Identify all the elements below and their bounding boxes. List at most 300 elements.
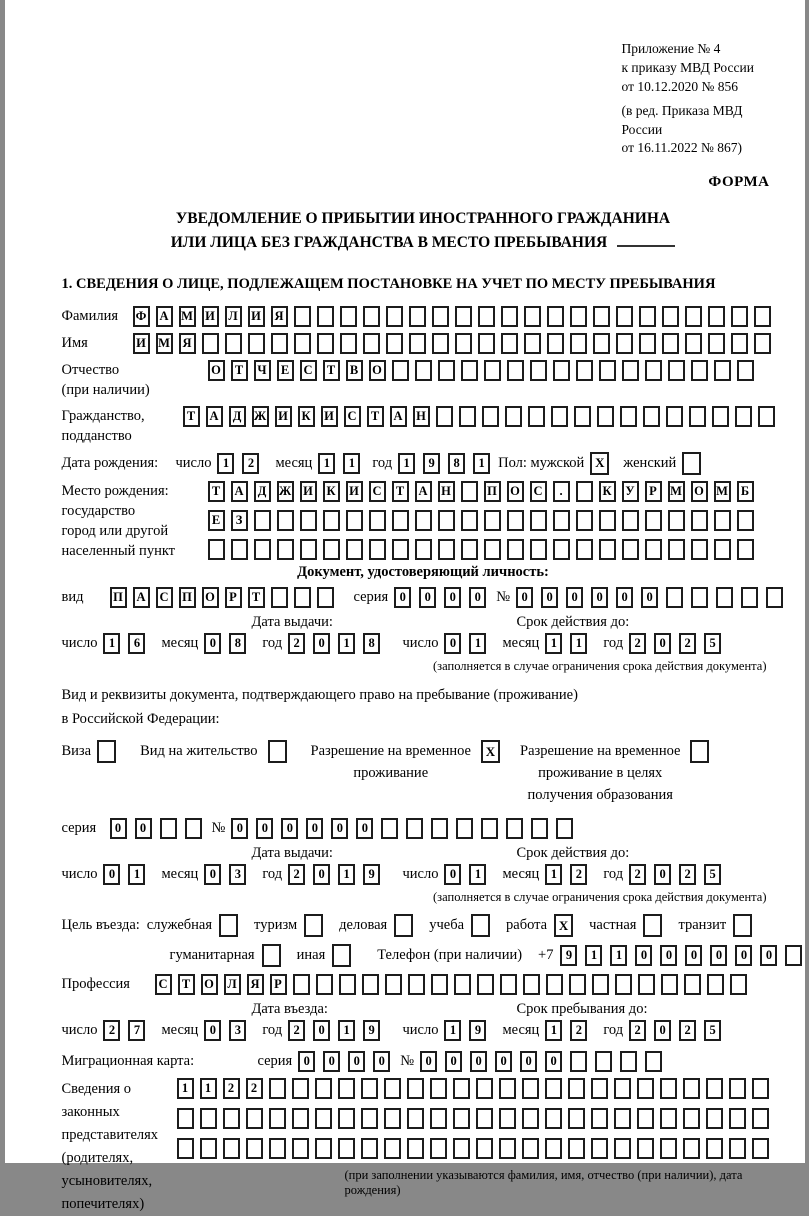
char-cell[interactable]: А: [390, 406, 407, 427]
char-cell[interactable]: 0: [735, 945, 752, 966]
char-cell[interactable]: [576, 539, 593, 560]
char-cell[interactable]: [363, 306, 380, 327]
char-cell[interactable]: [409, 333, 426, 354]
char-cell[interactable]: [553, 539, 570, 560]
char-cell[interactable]: [752, 1078, 769, 1099]
char-cell[interactable]: [499, 1108, 516, 1129]
char-cell[interactable]: [731, 333, 748, 354]
char-cell[interactable]: Ж: [277, 481, 294, 502]
char-cell[interactable]: [614, 1078, 631, 1099]
char-cell[interactable]: [254, 510, 271, 531]
char-cell[interactable]: О: [201, 974, 218, 995]
char-cell[interactable]: 0: [394, 587, 411, 608]
char-cell[interactable]: 2: [242, 453, 259, 474]
char-cell[interactable]: [477, 974, 494, 995]
char-cell[interactable]: [384, 1138, 401, 1159]
char-cell[interactable]: 1: [103, 633, 120, 654]
char-cell[interactable]: [570, 306, 587, 327]
char-cell[interactable]: [409, 306, 426, 327]
profession-input[interactable]: [155, 974, 753, 995]
char-cell[interactable]: 0: [348, 1051, 365, 1072]
char-cell[interactable]: [430, 1108, 447, 1129]
char-cell[interactable]: Ф: [133, 306, 150, 327]
char-cell[interactable]: И: [346, 481, 363, 502]
char-cell[interactable]: Т: [178, 974, 195, 995]
char-cell[interactable]: [752, 1138, 769, 1159]
char-cell[interactable]: [294, 333, 311, 354]
char-cell[interactable]: [407, 1078, 424, 1099]
char-cell[interactable]: [315, 1078, 332, 1099]
char-cell[interactable]: 2: [288, 1020, 305, 1041]
char-cell[interactable]: [668, 510, 685, 531]
char-cell[interactable]: [339, 974, 356, 995]
char-cell[interactable]: [714, 539, 731, 560]
char-cell[interactable]: [385, 974, 402, 995]
char-cell[interactable]: [277, 539, 294, 560]
char-cell[interactable]: А: [156, 306, 173, 327]
char-cell[interactable]: [317, 306, 334, 327]
char-cell[interactable]: [254, 539, 271, 560]
migration-number-input[interactable]: [420, 1051, 670, 1072]
phone-input[interactable]: [560, 945, 809, 966]
char-cell[interactable]: [300, 539, 317, 560]
char-cell[interactable]: 1: [177, 1078, 194, 1099]
char-cell[interactable]: Р: [225, 587, 242, 608]
char-cell[interactable]: [248, 333, 265, 354]
char-cell[interactable]: [645, 539, 662, 560]
residence-issue-month-input[interactable]: [204, 864, 254, 885]
char-cell[interactable]: 0: [231, 818, 248, 839]
char-cell[interactable]: С: [300, 360, 317, 381]
char-cell[interactable]: [455, 333, 472, 354]
char-cell[interactable]: [202, 333, 219, 354]
char-cell[interactable]: [615, 974, 632, 995]
char-cell[interactable]: [758, 406, 775, 427]
char-cell[interactable]: [177, 1108, 194, 1129]
char-cell[interactable]: [691, 539, 708, 560]
char-cell[interactable]: [522, 1078, 539, 1099]
char-cell[interactable]: И: [248, 306, 265, 327]
char-cell[interactable]: 0: [635, 945, 652, 966]
char-cell[interactable]: 0: [654, 633, 671, 654]
char-cell[interactable]: [683, 1108, 700, 1129]
char-cell[interactable]: [691, 587, 708, 608]
char-cell[interactable]: [432, 306, 449, 327]
char-cell[interactable]: [545, 1108, 562, 1129]
char-cell[interactable]: [668, 360, 685, 381]
char-cell[interactable]: [735, 406, 752, 427]
char-cell[interactable]: [392, 360, 409, 381]
char-cell[interactable]: 9: [469, 1020, 486, 1041]
char-cell[interactable]: [530, 539, 547, 560]
char-cell[interactable]: [315, 1108, 332, 1129]
char-cell[interactable]: 0: [420, 1051, 437, 1072]
char-cell[interactable]: Р: [645, 481, 662, 502]
representatives-row1-input[interactable]: [177, 1078, 785, 1099]
char-cell[interactable]: [660, 1078, 677, 1099]
char-cell[interactable]: 9: [363, 864, 380, 885]
char-cell[interactable]: Ж: [252, 406, 269, 427]
char-cell[interactable]: [431, 974, 448, 995]
stay-month-input[interactable]: [545, 1020, 595, 1041]
residence-issue-day-input[interactable]: [103, 864, 153, 885]
char-cell[interactable]: [478, 333, 495, 354]
char-cell[interactable]: [592, 974, 609, 995]
char-cell[interactable]: 1: [545, 633, 562, 654]
citizenship-input[interactable]: [183, 406, 781, 427]
char-cell[interactable]: 2: [629, 864, 646, 885]
char-cell[interactable]: [507, 360, 524, 381]
char-cell[interactable]: [476, 1108, 493, 1129]
char-cell[interactable]: [455, 306, 472, 327]
char-cell[interactable]: О: [208, 360, 225, 381]
char-cell[interactable]: 0: [545, 1051, 562, 1072]
char-cell[interactable]: [576, 360, 593, 381]
char-cell[interactable]: [271, 587, 288, 608]
char-cell[interactable]: 1: [545, 1020, 562, 1041]
char-cell[interactable]: 2: [570, 864, 587, 885]
char-cell[interactable]: [456, 818, 473, 839]
char-cell[interactable]: [386, 306, 403, 327]
char-cell[interactable]: [729, 1108, 746, 1129]
char-cell[interactable]: С: [530, 481, 547, 502]
char-cell[interactable]: [524, 333, 541, 354]
residence-valid-day-input[interactable]: [444, 864, 494, 885]
char-cell[interactable]: Т: [392, 481, 409, 502]
char-cell[interactable]: 1: [343, 453, 360, 474]
char-cell[interactable]: [438, 539, 455, 560]
char-cell[interactable]: [269, 1138, 286, 1159]
char-cell[interactable]: [643, 406, 660, 427]
char-cell[interactable]: [660, 1108, 677, 1129]
char-cell[interactable]: [574, 406, 591, 427]
char-cell[interactable]: 1: [338, 633, 355, 654]
char-cell[interactable]: [430, 1078, 447, 1099]
char-cell[interactable]: 0: [256, 818, 273, 839]
purpose-tourism-checkbox[interactable]: [304, 914, 323, 937]
char-cell[interactable]: 9: [560, 945, 577, 966]
char-cell[interactable]: [438, 360, 455, 381]
char-cell[interactable]: [501, 306, 518, 327]
char-cell[interactable]: [523, 974, 540, 995]
purpose-humanitarian-checkbox[interactable]: [262, 944, 281, 967]
char-cell[interactable]: [568, 1078, 585, 1099]
char-cell[interactable]: 9: [363, 1020, 380, 1041]
char-cell[interactable]: [408, 974, 425, 995]
char-cell[interactable]: [208, 539, 225, 560]
char-cell[interactable]: [381, 818, 398, 839]
char-cell[interactable]: К: [298, 406, 315, 427]
char-cell[interactable]: [407, 1138, 424, 1159]
char-cell[interactable]: [415, 360, 432, 381]
char-cell[interactable]: [547, 306, 564, 327]
char-cell[interactable]: 0: [495, 1051, 512, 1072]
char-cell[interactable]: 2: [679, 864, 696, 885]
char-cell[interactable]: [338, 1078, 355, 1099]
char-cell[interactable]: [499, 1138, 516, 1159]
purpose-study-checkbox[interactable]: [471, 914, 490, 937]
char-cell[interactable]: В: [346, 360, 363, 381]
gender-male-checkbox[interactable]: X: [590, 452, 609, 475]
char-cell[interactable]: 6: [128, 633, 145, 654]
char-cell[interactable]: О: [369, 360, 386, 381]
birth-place-row3-input[interactable]: [208, 539, 760, 560]
char-cell[interactable]: М: [668, 481, 685, 502]
char-cell[interactable]: [712, 406, 729, 427]
char-cell[interactable]: [407, 1108, 424, 1129]
char-cell[interactable]: Т: [183, 406, 200, 427]
char-cell[interactable]: 0: [356, 818, 373, 839]
char-cell[interactable]: [293, 974, 310, 995]
residence-issue-year-input[interactable]: [288, 864, 388, 885]
char-cell[interactable]: [568, 1108, 585, 1129]
char-cell[interactable]: М: [714, 481, 731, 502]
char-cell[interactable]: [223, 1108, 240, 1129]
char-cell[interactable]: [637, 1108, 654, 1129]
char-cell[interactable]: 1: [444, 1020, 461, 1041]
char-cell[interactable]: [766, 587, 783, 608]
char-cell[interactable]: [591, 1108, 608, 1129]
representatives-row3-input[interactable]: [177, 1138, 785, 1159]
char-cell[interactable]: 2: [570, 1020, 587, 1041]
char-cell[interactable]: [599, 360, 616, 381]
purpose-business-checkbox[interactable]: [394, 914, 413, 937]
char-cell[interactable]: 2: [103, 1020, 120, 1041]
char-cell[interactable]: [484, 539, 501, 560]
char-cell[interactable]: [708, 333, 725, 354]
char-cell[interactable]: [556, 818, 573, 839]
doc-valid-year-input[interactable]: [629, 633, 729, 654]
char-cell[interactable]: [522, 1138, 539, 1159]
char-cell[interactable]: 0: [313, 633, 330, 654]
char-cell[interactable]: [666, 406, 683, 427]
char-cell[interactable]: [622, 360, 639, 381]
char-cell[interactable]: М: [156, 333, 173, 354]
purpose-official-checkbox[interactable]: [219, 914, 238, 937]
residence-series-input[interactable]: [110, 818, 210, 839]
char-cell[interactable]: 1: [469, 864, 486, 885]
char-cell[interactable]: 0: [654, 1020, 671, 1041]
char-cell[interactable]: [522, 1108, 539, 1129]
char-cell[interactable]: [714, 360, 731, 381]
char-cell[interactable]: [461, 510, 478, 531]
purpose-other-checkbox[interactable]: [332, 944, 351, 967]
birth-month-input[interactable]: [318, 453, 368, 474]
char-cell[interactable]: [476, 1138, 493, 1159]
doc-issue-day-input[interactable]: [103, 633, 153, 654]
char-cell[interactable]: И: [300, 481, 317, 502]
char-cell[interactable]: 8: [363, 633, 380, 654]
char-cell[interactable]: [716, 587, 733, 608]
char-cell[interactable]: [729, 1078, 746, 1099]
char-cell[interactable]: [478, 306, 495, 327]
char-cell[interactable]: [415, 539, 432, 560]
char-cell[interactable]: [528, 406, 545, 427]
char-cell[interactable]: [338, 1138, 355, 1159]
char-cell[interactable]: [599, 539, 616, 560]
char-cell[interactable]: [476, 1078, 493, 1099]
char-cell[interactable]: [160, 818, 177, 839]
char-cell[interactable]: 2: [288, 864, 305, 885]
char-cell[interactable]: 0: [516, 587, 533, 608]
birth-year-input[interactable]: [398, 453, 498, 474]
doc-type-input[interactable]: [110, 587, 340, 608]
doc-issue-year-input[interactable]: [288, 633, 388, 654]
char-cell[interactable]: [622, 510, 639, 531]
char-cell[interactable]: 0: [331, 818, 348, 839]
char-cell[interactable]: [177, 1138, 194, 1159]
char-cell[interactable]: 0: [444, 587, 461, 608]
char-cell[interactable]: [499, 1078, 516, 1099]
char-cell[interactable]: [415, 510, 432, 531]
char-cell[interactable]: Т: [248, 587, 265, 608]
char-cell[interactable]: [706, 1138, 723, 1159]
char-cell[interactable]: Т: [323, 360, 340, 381]
char-cell[interactable]: [684, 974, 701, 995]
char-cell[interactable]: [737, 360, 754, 381]
birth-place-row2-input[interactable]: [208, 510, 760, 531]
char-cell[interactable]: 0: [660, 945, 677, 966]
char-cell[interactable]: [430, 1138, 447, 1159]
char-cell[interactable]: 2: [679, 1020, 696, 1041]
char-cell[interactable]: [315, 1138, 332, 1159]
char-cell[interactable]: [294, 587, 311, 608]
char-cell[interactable]: Н: [413, 406, 430, 427]
char-cell[interactable]: [576, 510, 593, 531]
char-cell[interactable]: [484, 360, 501, 381]
stay-year-input[interactable]: [629, 1020, 729, 1041]
char-cell[interactable]: О: [507, 481, 524, 502]
char-cell[interactable]: [683, 1078, 700, 1099]
gender-female-checkbox[interactable]: [682, 452, 701, 475]
char-cell[interactable]: [185, 818, 202, 839]
char-cell[interactable]: [666, 587, 683, 608]
char-cell[interactable]: Л: [224, 974, 241, 995]
char-cell[interactable]: 7: [128, 1020, 145, 1041]
char-cell[interactable]: [292, 1138, 309, 1159]
char-cell[interactable]: [595, 1051, 612, 1072]
char-cell[interactable]: 0: [281, 818, 298, 839]
char-cell[interactable]: С: [156, 587, 173, 608]
char-cell[interactable]: К: [599, 481, 616, 502]
char-cell[interactable]: Е: [277, 360, 294, 381]
char-cell[interactable]: Т: [208, 481, 225, 502]
doc-issue-month-input[interactable]: [204, 633, 254, 654]
char-cell[interactable]: Я: [247, 974, 264, 995]
char-cell[interactable]: [454, 974, 471, 995]
char-cell[interactable]: [317, 587, 334, 608]
char-cell[interactable]: [754, 333, 771, 354]
char-cell[interactable]: И: [133, 333, 150, 354]
char-cell[interactable]: 0: [641, 587, 658, 608]
char-cell[interactable]: [662, 306, 679, 327]
char-cell[interactable]: [481, 818, 498, 839]
char-cell[interactable]: 0: [419, 587, 436, 608]
char-cell[interactable]: Р: [270, 974, 287, 995]
char-cell[interactable]: 0: [373, 1051, 390, 1072]
char-cell[interactable]: 0: [444, 633, 461, 654]
char-cell[interactable]: [246, 1108, 263, 1129]
char-cell[interactable]: [730, 974, 747, 995]
char-cell[interactable]: 2: [223, 1078, 240, 1099]
entry-month-input[interactable]: [204, 1020, 254, 1041]
char-cell[interactable]: Д: [254, 481, 271, 502]
char-cell[interactable]: [453, 1138, 470, 1159]
char-cell[interactable]: 5: [704, 633, 721, 654]
char-cell[interactable]: [292, 1078, 309, 1099]
char-cell[interactable]: 0: [520, 1051, 537, 1072]
char-cell[interactable]: П: [484, 481, 501, 502]
char-cell[interactable]: [530, 510, 547, 531]
char-cell[interactable]: [637, 1078, 654, 1099]
char-cell[interactable]: [384, 1078, 401, 1099]
char-cell[interactable]: [277, 510, 294, 531]
doc-valid-day-input[interactable]: [444, 633, 494, 654]
char-cell[interactable]: [639, 306, 656, 327]
char-cell[interactable]: 1: [469, 633, 486, 654]
char-cell[interactable]: [292, 1108, 309, 1129]
char-cell[interactable]: [662, 333, 679, 354]
char-cell[interactable]: [346, 510, 363, 531]
char-cell[interactable]: 2: [629, 1020, 646, 1041]
char-cell[interactable]: Я: [271, 306, 288, 327]
char-cell[interactable]: [223, 1138, 240, 1159]
char-cell[interactable]: 8: [448, 453, 465, 474]
char-cell[interactable]: [317, 333, 334, 354]
char-cell[interactable]: [645, 510, 662, 531]
char-cell[interactable]: 1: [585, 945, 602, 966]
char-cell[interactable]: [369, 510, 386, 531]
char-cell[interactable]: [545, 1138, 562, 1159]
char-cell[interactable]: 0: [445, 1051, 462, 1072]
char-cell[interactable]: [231, 539, 248, 560]
char-cell[interactable]: [668, 539, 685, 560]
char-cell[interactable]: 1: [128, 864, 145, 885]
char-cell[interactable]: [461, 360, 478, 381]
char-cell[interactable]: 0: [313, 864, 330, 885]
char-cell[interactable]: С: [344, 406, 361, 427]
char-cell[interactable]: 0: [323, 1051, 340, 1072]
char-cell[interactable]: 2: [679, 633, 696, 654]
char-cell[interactable]: С: [369, 481, 386, 502]
char-cell[interactable]: К: [323, 481, 340, 502]
char-cell[interactable]: О: [202, 587, 219, 608]
char-cell[interactable]: [500, 974, 517, 995]
char-cell[interactable]: [484, 510, 501, 531]
birth-place-row1-input[interactable]: [208, 481, 760, 502]
char-cell[interactable]: [645, 360, 662, 381]
char-cell[interactable]: Л: [225, 306, 242, 327]
patronymic-input[interactable]: [208, 360, 760, 381]
char-cell[interactable]: [506, 818, 523, 839]
char-cell[interactable]: [614, 1108, 631, 1129]
char-cell[interactable]: [737, 510, 754, 531]
given-name-input[interactable]: [133, 333, 777, 354]
char-cell[interactable]: [622, 539, 639, 560]
char-cell[interactable]: 3: [229, 864, 246, 885]
birth-day-input[interactable]: [217, 453, 267, 474]
char-cell[interactable]: 8: [229, 633, 246, 654]
char-cell[interactable]: [691, 510, 708, 531]
char-cell[interactable]: 0: [566, 587, 583, 608]
char-cell[interactable]: 0: [306, 818, 323, 839]
char-cell[interactable]: [453, 1108, 470, 1129]
representatives-row2-input[interactable]: [177, 1108, 785, 1129]
char-cell[interactable]: [340, 306, 357, 327]
char-cell[interactable]: [593, 333, 610, 354]
char-cell[interactable]: [731, 306, 748, 327]
char-cell[interactable]: [660, 1138, 677, 1159]
